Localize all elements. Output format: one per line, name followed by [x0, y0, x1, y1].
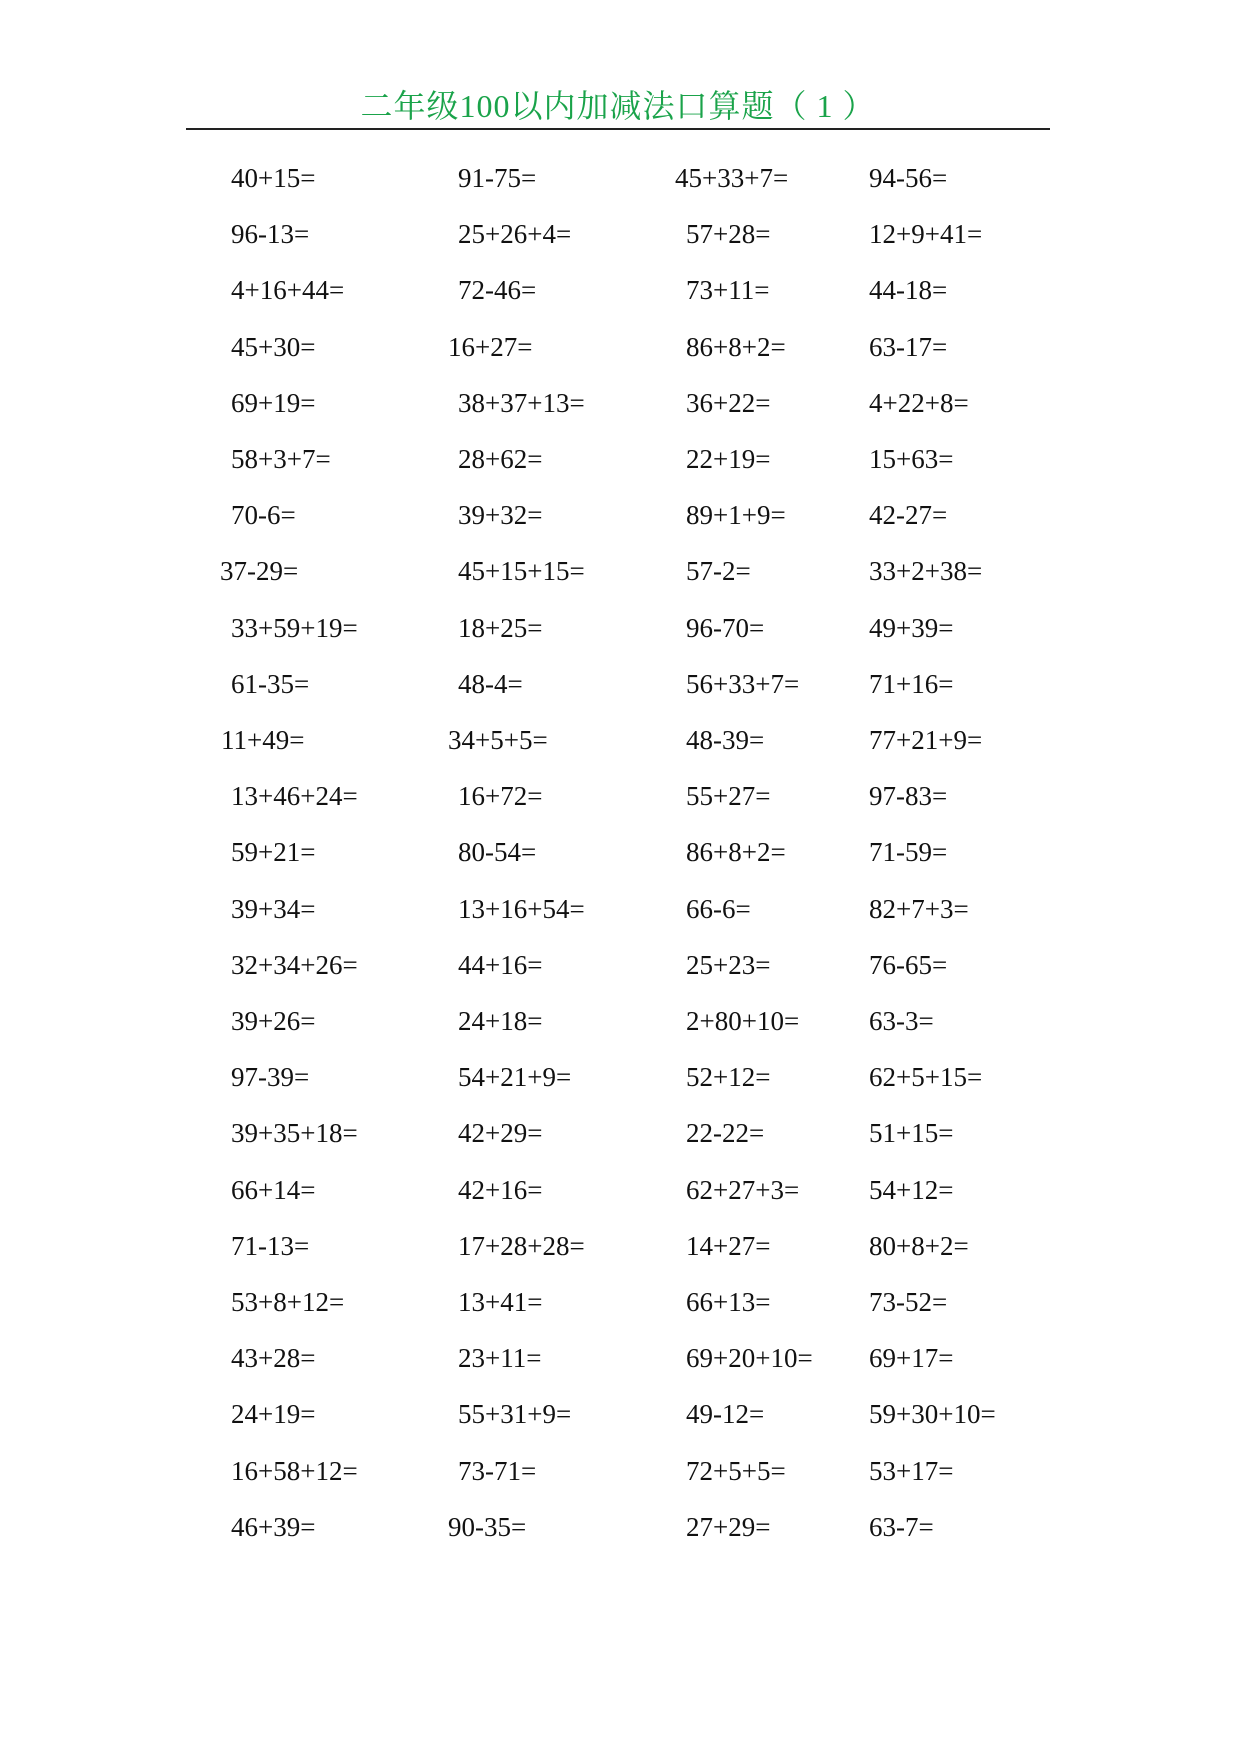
- problem-r21-c4: 73-52=: [869, 1287, 948, 1317]
- problem-r18-c1: 39+35+18=: [231, 1118, 358, 1148]
- problem-r24-c1: 16+58+12=: [231, 1456, 358, 1486]
- problem-r19-c1: 66+14=: [231, 1175, 316, 1205]
- problem-r3-c4: 44-18=: [869, 275, 948, 305]
- problem-r13-c1: 59+21=: [231, 837, 316, 867]
- problem-r16-c2: 24+18=: [458, 1006, 543, 1036]
- problem-r24-c2: 73-71=: [458, 1456, 537, 1486]
- problem-r3-c2: 72-46=: [458, 275, 537, 305]
- problem-r4-c2: 16+27=: [448, 332, 533, 362]
- problem-r21-c2: 13+41=: [458, 1287, 543, 1317]
- problem-r16-c4: 63-3=: [869, 1006, 934, 1036]
- problem-r3-c3: 73+11=: [686, 275, 770, 305]
- problem-r10-c3: 56+33+7=: [686, 669, 800, 699]
- problem-r10-c4: 71+16=: [869, 669, 954, 699]
- problem-r1-c4: 94-56=: [869, 163, 948, 193]
- problem-r23-c4: 59+30+10=: [869, 1399, 996, 1429]
- problem-r24-c3: 72+5+5=: [686, 1456, 786, 1486]
- problem-r16-c3: 2+80+10=: [686, 1006, 800, 1036]
- problem-r23-c3: 49-12=: [686, 1399, 765, 1429]
- page-title: 二年级100以内加减法口算题（ 1 ）: [360, 88, 876, 124]
- problem-r10-c1: 61-35=: [231, 669, 310, 699]
- problem-r9-c1: 33+59+19=: [231, 613, 358, 643]
- problem-r21-c3: 66+13=: [686, 1287, 771, 1317]
- problem-r12-c4: 97-83=: [869, 781, 948, 811]
- problem-r15-c4: 76-65=: [869, 950, 948, 980]
- problem-r6-c4: 15+63=: [869, 444, 954, 474]
- problem-r16-c1: 39+26=: [231, 1006, 316, 1036]
- problem-r5-c2: 38+37+13=: [458, 388, 585, 418]
- problem-r11-c4: 77+21+9=: [869, 725, 983, 755]
- problem-r18-c3: 22-22=: [686, 1118, 765, 1148]
- problem-r12-c3: 55+27=: [686, 781, 771, 811]
- problem-r1-c2: 91-75=: [458, 163, 537, 193]
- problem-r7-c1: 70-6=: [231, 500, 296, 530]
- problem-r11-c3: 48-39=: [686, 725, 765, 755]
- problem-r25-c2: 90-35=: [448, 1512, 527, 1542]
- problem-r19-c2: 42+16=: [458, 1175, 543, 1205]
- problem-r22-c3: 69+20+10=: [686, 1343, 813, 1373]
- problem-r6-c3: 22+19=: [686, 444, 771, 474]
- problem-r6-c1: 58+3+7=: [231, 444, 331, 474]
- problem-r1-c3: 45+33+7=: [675, 163, 789, 193]
- problem-r11-c2: 34+5+5=: [448, 725, 548, 755]
- problem-r15-c1: 32+34+26=: [231, 950, 358, 980]
- problem-r19-c3: 62+27+3=: [686, 1175, 800, 1205]
- problem-r9-c3: 96-70=: [686, 613, 765, 643]
- problem-r22-c1: 43+28=: [231, 1343, 316, 1373]
- problem-r10-c2: 48-4=: [458, 669, 523, 699]
- problem-r12-c1: 13+46+24=: [231, 781, 358, 811]
- problem-r25-c1: 46+39=: [231, 1512, 316, 1542]
- problem-r15-c3: 25+23=: [686, 950, 771, 980]
- problem-r4-c3: 86+8+2=: [686, 332, 786, 362]
- problem-r1-c1: 40+15=: [231, 163, 316, 193]
- problem-r7-c2: 39+32=: [458, 500, 543, 530]
- problem-r4-c4: 63-17=: [869, 332, 948, 362]
- problem-r20-c3: 14+27=: [686, 1231, 771, 1261]
- problem-r14-c4: 82+7+3=: [869, 894, 969, 924]
- problem-r6-c2: 28+62=: [458, 444, 543, 474]
- problem-r20-c2: 17+28+28=: [458, 1231, 585, 1261]
- problem-r9-c2: 18+25=: [458, 613, 543, 643]
- problem-r20-c4: 80+8+2=: [869, 1231, 969, 1261]
- problem-r11-c1: 11+49=: [221, 725, 305, 755]
- problem-r13-c2: 80-54=: [458, 837, 537, 867]
- problem-r8-c3: 57-2=: [686, 556, 751, 586]
- problem-r18-c4: 51+15=: [869, 1118, 954, 1148]
- problem-r22-c4: 69+17=: [869, 1343, 954, 1373]
- problem-r8-c4: 33+2+38=: [869, 556, 983, 586]
- problem-r8-c2: 45+15+15=: [458, 556, 585, 586]
- problem-r5-c3: 36+22=: [686, 388, 771, 418]
- problem-r8-c1: 37-29=: [220, 556, 299, 586]
- problem-r2-c2: 25+26+4=: [458, 219, 572, 249]
- problem-r2-c3: 57+28=: [686, 219, 771, 249]
- problem-r3-c1: 4+16+44=: [231, 275, 345, 305]
- problem-r18-c2: 42+29=: [458, 1118, 543, 1148]
- problem-r5-c1: 69+19=: [231, 388, 316, 418]
- problem-r21-c1: 53+8+12=: [231, 1287, 345, 1317]
- problem-r15-c2: 44+16=: [458, 950, 543, 980]
- problem-r9-c4: 49+39=: [869, 613, 954, 643]
- problem-r23-c1: 24+19=: [231, 1399, 316, 1429]
- problem-r4-c1: 45+30=: [231, 332, 316, 362]
- problem-r2-c1: 96-13=: [231, 219, 310, 249]
- problem-r14-c3: 66-6=: [686, 894, 751, 924]
- problem-r17-c4: 62+5+15=: [869, 1062, 983, 1092]
- problem-r2-c4: 12+9+41=: [869, 219, 983, 249]
- problem-r24-c4: 53+17=: [869, 1456, 954, 1486]
- problem-r13-c4: 71-59=: [869, 837, 948, 867]
- problem-r14-c1: 39+34=: [231, 894, 316, 924]
- problem-r17-c3: 52+12=: [686, 1062, 771, 1092]
- problem-r7-c4: 42-27=: [869, 500, 948, 530]
- problem-r25-c3: 27+29=: [686, 1512, 771, 1542]
- problem-r23-c2: 55+31+9=: [458, 1399, 572, 1429]
- problem-r14-c2: 13+16+54=: [458, 894, 585, 924]
- problem-r19-c4: 54+12=: [869, 1175, 954, 1205]
- problem-r17-c1: 97-39=: [231, 1062, 310, 1092]
- problem-r17-c2: 54+21+9=: [458, 1062, 572, 1092]
- problem-r12-c2: 16+72=: [458, 781, 543, 811]
- problem-r22-c2: 23+11=: [458, 1343, 542, 1373]
- problem-r25-c4: 63-7=: [869, 1512, 934, 1542]
- problem-r13-c3: 86+8+2=: [686, 837, 786, 867]
- problem-r7-c3: 89+1+9=: [686, 500, 786, 530]
- problem-r5-c4: 4+22+8=: [869, 388, 969, 418]
- problem-r20-c1: 71-13=: [231, 1231, 310, 1261]
